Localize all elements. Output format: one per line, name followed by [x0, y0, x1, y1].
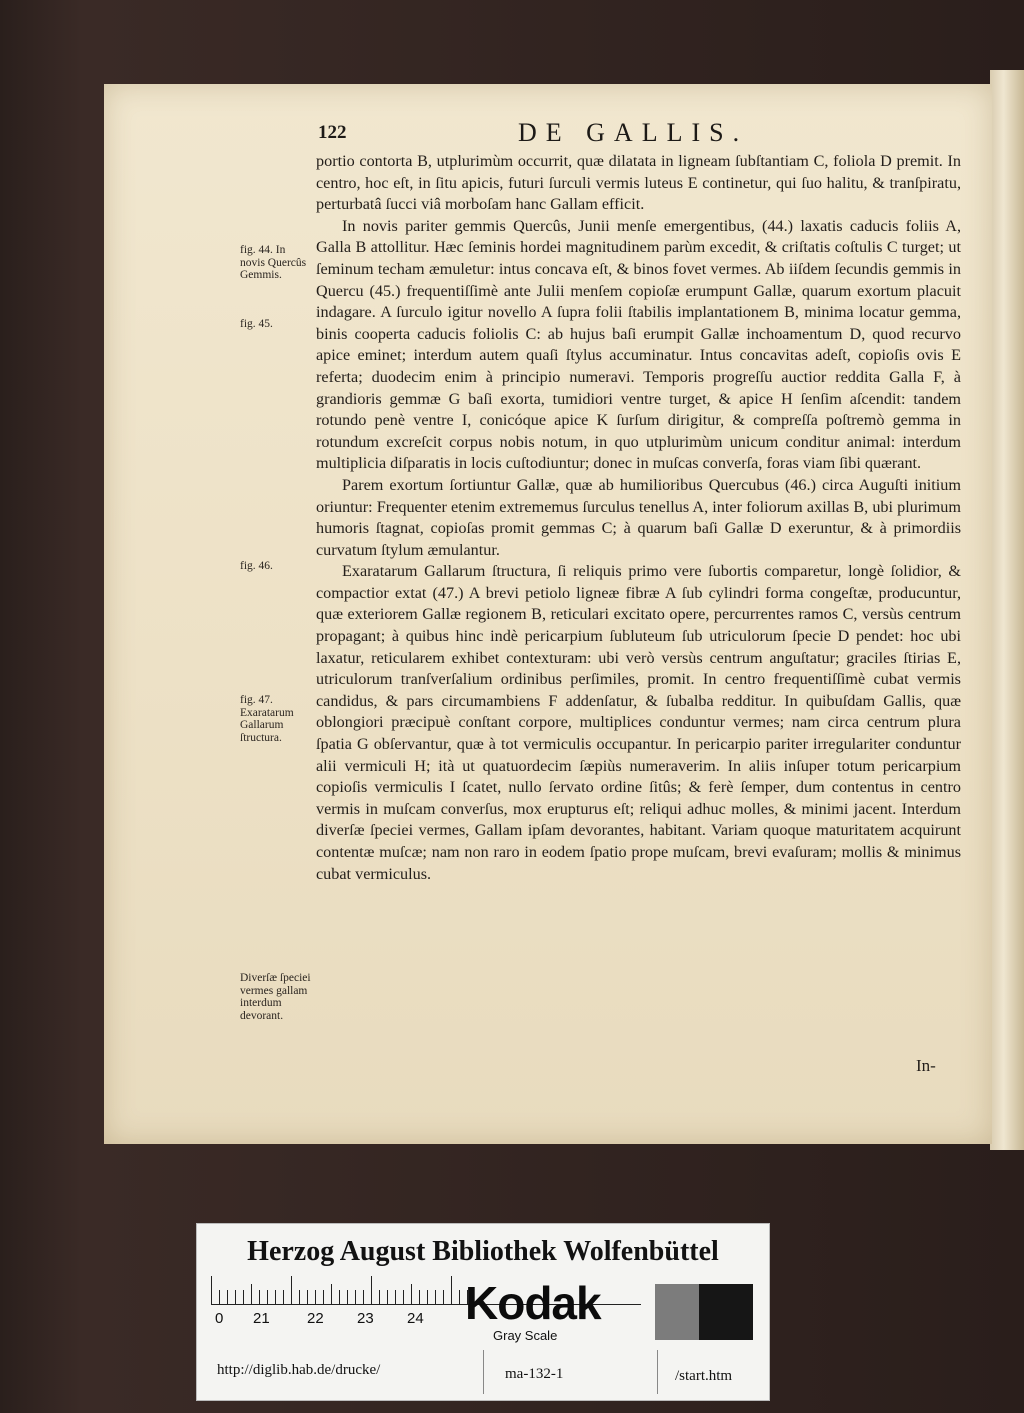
kodak-logo: Kodak	[465, 1277, 601, 1329]
ruler-number: 0	[215, 1310, 224, 1327]
black-swatch	[699, 1284, 753, 1340]
margin-note-vermes: Diverſæ ſpeciei vermes gallam interdum devorant.	[240, 972, 311, 1022]
margin-note-fig-45: fig. 45.	[240, 318, 273, 330]
card-divider	[483, 1350, 484, 1394]
ruler-number: 24	[407, 1310, 424, 1327]
start-file: /start.htm	[675, 1368, 733, 1384]
paragraph: Parem exortum ſortiuntur Gallæ, quæ ab humilioribus Quercubus (46.) circa Auguſti initium oriuntur: Frequenter etenim extrememus ſurculus tenellus A, inter foliorum axillas B, ubi plurimum humoris ſtagnat, copioſas promit gemmas C; à quarum baſi Gallæ D exeruntur, & à primordiis curvatum ſtylum æmulantur.	[316, 475, 961, 559]
card-divider	[657, 1350, 658, 1394]
library-url: http://diglib.hab.de/drucke/	[217, 1362, 381, 1378]
catchword: In-	[916, 1056, 936, 1075]
page-number: 122	[318, 122, 347, 143]
library-name: Herzog August Bibliothek Wolfenbüttel	[247, 1236, 719, 1267]
shelfmark: ma-132-1	[505, 1366, 564, 1382]
paragraph: Exaratarum Gallarum ſtructura, ſi reliquis primo vere ſubortis comparetur, longè ſolidior, & compactior extat (47.) A brevi petiolo ligneæ fibræ A ſub cylindri forma congeſtæ, producuntur, quæ exteriorem Gallæ regionem B, reticulari excitato opere, percurrentes ramos C, versùs centrum propagant; à quibus hinc indè pericarpium ſubluteum ſub utriculorum ſpecie D pendet: hoc ubi laxatur, reticularem exhibet contexturam: ubi verò versùs centrum anguſtatur; graciles ſtirias E, utriculorum tranſverſalium ordinibus perſimiles, promit. In centro frequentiſſimè cubat vermis candidus, & pars circumambiens F addenſatur, & ſubalba redditur. In quibuſdam Gallis, quæ oblongiori præcipuè conſtant corpore, multiplices conduntur vermes; nam circa centrum plura ſpatia G obſervantur, quæ à tot vermiculis occupantur. In pericarpio pariter irregulariter conduntur alii vermiculi H; ità ut quatuordecim ſæpiùs numeraverim. In aliis inſuper totum pericarpium copioſis vermiculis I ſcatet, nullo ſervato ordine ſitûs; & ferè ſemper, dum contentus in centro vermis in muſcam converſus, mox erupturus eſt; reliqui adhuc molles, & minimi jacent. Interdum diverſæ ſpeciei vermes, Gallam ipſam devorantes, habitant. Variam quoque maturitatem acquirunt contentæ muſcæ; nam non raro in eodem ſpatio prope muſcam, brevi evaſuram; mollis & minimus cubat vermiculus.	[316, 562, 961, 883]
page-title: DE GALLIS.	[518, 118, 749, 147]
paragraph: portio contorta B, utplurimùm occurrit, quæ dilatata in ligneam ſubſtantiam C, foliola D premit. In centro, hoc eſt, in ſitu apicis, futuri ſurculi vermis luteus E continetur, qui ſuo halitu, & tranſpiratu, perturbatâ ſucci viâ morboſam hanc Gallam efficit.	[316, 152, 961, 214]
color-calibration-card	[196, 1223, 770, 1401]
body-text	[316, 151, 961, 885]
facing-page-edge	[990, 70, 1024, 1150]
gray-swatch	[655, 1284, 699, 1340]
running-head	[318, 118, 958, 148]
margin-note-fig-46: fig. 46.	[240, 560, 273, 572]
margin-note-fig-47: fig. 47. Exaratarum Gallarum ſtructura.	[240, 694, 294, 744]
ruler-number: 22	[307, 1310, 324, 1327]
margin-note-fig-44: fig. 44. In novis Quercûs Gemmis.	[240, 244, 307, 281]
gray-scale-label: Gray Scale	[493, 1328, 558, 1343]
ruler-number: 23	[357, 1310, 374, 1327]
paragraph: In novis pariter gemmis Quercûs, Junii menſe emergentibus, (44.) laxatis caducis foliis A, Galla B attollitur. Hæc ſeminis hordei magnitudinem parùm excedit, & criſtatis coſtulis C turget; ut ſeminum techam æmuletur: intus concava eſt, & binos fovet vermes. Ab iiſdem ſecundis gemmis in Quercu (45.) frequentiſſimè ante Julii menſem copioſæ erumpunt Gallæ, quarum exortum placuit indagare. A ſurculo igitur novello A ſupra folii ſtabilis implantationem B, minima locatur gemma, binis cooperta caducis foliolis C: ab hujus baſi erumpit Gallæ inchoamentum D, quod recurvo apice eminet; interdum autem quaſi ſtylus accuminatur. Intus concavitas adeſt, copioſis ovis E referta; duodecim enim à principio numeravi. Temporis progreſſu auctior reddita Galla F, à grandioris gemmæ G baſi exorta, tumidiori ventre turget, & apice H ſenſim aſcendit: tandem rotundo penè ventre I, conicóque apice K ſurſum dirigitur, & compreſſa poſtremò gemma in rotundum excreſcit corpus nobis notum, in quo utplurimùm unicum conditur animal: interdum multiplicia diſparatis in locis cuſtodiuntur; donec in muſcas converſa, foras viam ſibi quærant.	[316, 216, 961, 473]
ruler-number: 21	[253, 1310, 270, 1327]
